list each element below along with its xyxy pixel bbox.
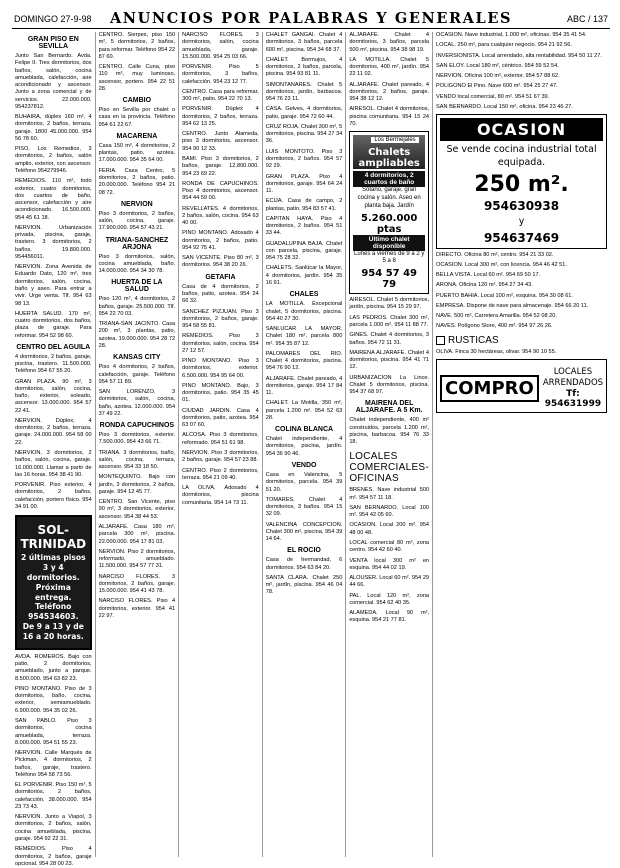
classified-ad: CENTRO. Sierpes, piso 150 m², 5 dormitorios, 2 baños, para reformar. Teléfono 954 22 87 60. — [98, 32, 176, 60]
classified-ad: POLIGONO El Pino. Nave 600 m². 954 25 27 47. — [436, 83, 558, 90]
classified-ad: REVELLATES. 4 dormitorios, 2 baños, salón, cocina. 954 63 40 00. — [182, 205, 259, 227]
chalets-price: 5.260.000 ptas — [361, 212, 418, 235]
classified-ad: OLIVA. Finca 30 hectáreas, olivar. 954 90 10 55. — [436, 348, 557, 355]
classified-ad: EMPRESA. Dispone de nave para almacenaje. 954 66 20 11. — [436, 302, 589, 309]
ocasion-phone-2: 954637469 — [483, 230, 560, 245]
page-number: ABC / 137 — [566, 14, 608, 24]
classified-ad: SAN ELOY. Local 180 m², céntrico. 954 59 52 54. — [436, 62, 559, 69]
masthead — [12, 8, 610, 29]
classified-ad: AVDA. ROMEROS. Bajo con patio, 2 dormitorios, amueblado, junto a parque. 8.500.000. 954 63 82 23. — [15, 653, 92, 682]
classified-ad: LA MOTILLA. Excepcional chalet, 5 dormitorios, piscina. 954 40 27 30. — [265, 301, 343, 322]
ad-heading: EL ROCIO — [287, 547, 321, 555]
sol-trinidad-line: De 9 a 13 y de — [22, 622, 84, 632]
section-heading: LOCALES COMERCIALES-OFICINAS — [349, 451, 430, 485]
classified-ad: RONDA DE CAPUCHINOS. Piso 4 dormitorios, ascensor. 954 44 59 00. — [182, 180, 259, 202]
classified-ad: GINES. Chalet 4 dormitorios, 3 baños. 954 72 11 31. — [349, 332, 430, 346]
classified-ad: MAIRENA ALJARAFE. Chalet 4 dormitorios, piscina. 954 41 71 12. — [349, 349, 430, 371]
classified-ad: Casa de 4 dormitorios, 2 baños, patio, azotea. 954 24 66 32. — [182, 283, 259, 305]
ad-heading: MACARENA — [116, 132, 158, 140]
classified-ad: PORVENIR. Dúplex 4 dormitorios, 2 baños, terraza. 954 62 13 25. — [182, 106, 259, 127]
sol-trinidad-line: 16 a 20 horas. — [22, 632, 84, 642]
ad-heading: CHALES — [289, 291, 319, 299]
classified-ad: NAVES. Polígono Store, 400 m². 954 97 26 26. — [436, 323, 553, 330]
classified-ad: PORVENIR. Piso exterior, 4 dormitorios, 2 baños, calefacción, portero físico. 954 34 91 00. — [15, 482, 92, 510]
classified-ad: LUIS MONTOTO. Piso 3 dormitorios, 2 baños. 954 57 92 29. — [265, 148, 343, 170]
classified-ad: CHALETS. Sanlúcar la Mayor, 4 dormitorios, jardín. 954 35 16 91. — [265, 265, 343, 286]
classified-ad: OCASION. Local 300 m², con licencia. 954 46 42 51. — [436, 261, 567, 268]
classified-ad: SAN LORENZO. 3 dormitorios, salón, cocina, baño, azotea. 12.000.000. 954 37 49 22. — [98, 389, 176, 417]
ad-heading: KANSAS CITY — [113, 354, 161, 362]
classified-ad: PINO MONTANO. Bajo, 3 dormitorios, patio. 954 35 45 01. — [182, 382, 259, 404]
compro-layout — [440, 367, 603, 409]
column-6 — [433, 32, 610, 857]
classified-ad: NERVION, 3 dormitorios, 2 baños, salón, cocina, garaje. 16.000.000. Llamar a partir de las 16 horas. 954 38 41 90. — [15, 450, 92, 478]
classified-ad: CHALET. La Motilla, 350 m², parcela 1.200 m². 954 52 63 28. — [265, 400, 343, 421]
column-1 — [12, 32, 96, 867]
ad-heading: TRIANA-SANCHEZ ARJONA — [105, 236, 169, 251]
classified-ad: TOMARES. Chalet 4 dormitorios, 3 baños. 954 15 32 09. — [265, 496, 343, 518]
classified-ad: PUERTO BAHIA. Local 100 m², esquina. 954 30 08 61. — [436, 292, 573, 299]
classified-ad: ALJARAFE. Chalet pareado, 4 dormitorios, garaje. 954 17 84 11. — [265, 375, 343, 397]
classified-ad: REMEDIOS. Piso 3 dormitorios, salón, cocina. 954 27 12 57. — [182, 333, 259, 354]
compro-phone: Tf: 954631999 — [544, 389, 602, 410]
classified-ad: VALENCINA CONCEPCION. Chalet 300 m², piscina. 954 39 14 64. — [265, 521, 343, 543]
chalets-tag: Los Bermejales — [371, 137, 418, 143]
ocasion-title: OCASION — [440, 118, 603, 141]
sol-trinidad-line: 2 últimas pisos — [20, 553, 86, 563]
classified-ad: CHALET GANGAI. Chalet 4 dormitorios, 3 baños, parcela 600 m², piscina. 954 34 68 37. — [265, 32, 343, 53]
classified-ad: NARCISO FLORES. Piso 4 dormitorios, exterior. 954 41 22 97. — [98, 598, 176, 619]
column-2 — [96, 32, 180, 857]
sol-trinidad-line: 954534603. — [28, 612, 79, 622]
classified-ad: PORVENIR. Piso 5 dormitorios, 3 baños, calefacción. 954 23 12 77. — [182, 64, 259, 85]
classified-ad: OCASION. Nave industrial, 1.000 m², oficinas. 954 35 41 54. — [436, 32, 587, 38]
classified-ad: URBANIZACION La Lince. Chalet 5 dormitorios, piscina. 954 37 68 97. — [349, 374, 430, 396]
classified-ad: CASA. Gelves, 4 dormitorios, patio, garaje. 954 72 60 44. — [265, 106, 343, 120]
classified-ad: EL PORVENIR. Piso 150 m², 5 dormitorios, 2 baños, calefacción. 38.000.000. 954 23 73 43. — [15, 782, 92, 810]
classified-ad: TRIANA-SAN JACINTO. Casa 200 m², 3 plantas, patio, azotea. 19.000.000. 954 28 72 28. — [98, 321, 176, 349]
classified-ad: PINO MONTANO. Piso 3 dormitorios, exterior. 6.500.000. 954 95 64 00. — [182, 358, 259, 379]
ocasion-display-ad — [436, 114, 607, 248]
classified-ad: Piso 3 dormitorios, exterior. 7.500.000. 954 43 66 71. — [98, 432, 176, 446]
sol-trinidad-line: Próxima entrega. — [35, 582, 72, 602]
classified-ad: TRIANA. 3 dormitorios, baño, salón, cocina, terraza, ascensor. 954 33 18 50. — [98, 449, 176, 471]
classified-ad: VENTA local 300 m² en esquina. 954 44 02 19. — [349, 557, 430, 571]
classified-ad: SIMONTANARES. Chalet 5 dormitorios, jardín, barbacoa. 954 76 23 11. — [265, 81, 343, 103]
classified-ad: NERVION. Oficina 100 m², exterior. 954 57 88 62. — [436, 73, 560, 80]
ad-heading: CAMBIO — [122, 97, 152, 105]
classified-ad: PINO MONTANO. Piso de 3 dormitorios, baño, cocina, exterior, semiamueblado. 6.900.000. 954 35 02 26. — [15, 685, 92, 714]
classified-ad: SANCHEZ PIZJUAN. Piso 3 dormitorios, 2 baños, garaje. 954 58 55 81. — [182, 308, 259, 330]
classified-ad: BAMI. Piso 3 dormitorios, 2 baños, garaje. 12.800.000. 954 23 69 22. — [182, 155, 259, 177]
classified-ad: Piso 3 dormitorios, 2 baños, salón, cocina, garaje. 17.900.000. 954 57 43 21. — [98, 210, 176, 232]
classified-ad: ALAMEDA. Local 90 m², esquina. 954 21 77 81. — [349, 610, 430, 624]
classified-ad: Junto San Bernardo. Avda. Felipe II. Tres dormitorios, dos baños, salón, cocina amueblada, calefacción, aire acondicionado y ascensor. Junto a zona comercial y de servicios. 22.000.000. 954237812. — [15, 53, 92, 110]
classified-ad: NERVION. Piso 3 dormitorios, 2 baños, garaje. 954 57 23 88. — [182, 450, 259, 464]
classified-ad: LA MOTILLA. Chalet 5 dormitorios, 400 m², jardín. 954 22 11 02. — [349, 56, 430, 78]
classified-ad: 4 dormitorios, 2 baños, garaje, piscina, trastero. 11.500.000. Teléfono 954 67 55 20. — [15, 353, 92, 375]
classified-ad: PAL. Local 120 m², zona comercial. 954 62 40 35. — [349, 592, 430, 606]
classified-ad: Piso 120 m², 4 dormitorios, 2 baños, garaje. 25.500.000. Tlf. 954 22 70 03. — [98, 296, 176, 317]
classified-ad: SANLUCAR LA MAYOR. Chalet 180 m², parcela 800 m². 954 35 87 12. — [265, 326, 343, 347]
classified-ad: CIUDAD JARDIN. Casa 4 dormitorios, patio, azotea. 954 63 07 60. — [182, 407, 259, 429]
ocasion-phone-1: 954630938 — [483, 198, 560, 213]
page-date: DOMINGO 27-9-98 — [14, 14, 92, 24]
chalets-hours: Lunes a viernes de 9 a 2 y 5 a 8 — [353, 250, 425, 265]
classified-ad: FERIA. Casa Centro, 5 dormitorios, 2 baños, patio. 20.000.000. Teléfono 954 21 08 72. — [98, 167, 176, 196]
ad-heading: NERVION — [120, 200, 153, 208]
compro-details — [543, 367, 603, 409]
ad-heading: GRAN PISO EN SEVILLA — [27, 36, 79, 50]
classified-ad: OCASION. Local 200 m². 954 48 00 48. — [349, 522, 430, 536]
classified-ad: BELLA VISTA. Local 60 m². 954 69 50 17. — [436, 272, 541, 279]
classified-columns — [12, 32, 610, 867]
ad-heading: CENTRO DEL AGUILA — [16, 343, 91, 351]
classified-ad: ALJARAFE. Chalet 4 dormitorios, 3 baños, parcela 500 m², piscina. 954 38 98 19. — [349, 32, 430, 53]
classified-ad: CENTRO. Calle Cuna, piso 110 m², muy luminoso, ascensor, portero. 954 22 51 28. — [98, 64, 176, 92]
classified-ad: NAVE. 500 m², Carretera Amarilla. 954 52 08 20. — [436, 313, 557, 320]
classified-ad: CENTRO. Piso 2 dormitorios, terraza. 954 21 09 40. — [182, 467, 259, 481]
classified-ad: SAN BERNARDO. Local 100 m². 954 42 05 60. — [349, 504, 430, 519]
classified-ad: CAPITAN HAYA. Piso 4 dormitorios, 2 baños. 954 51 33 44. — [265, 215, 343, 237]
classified-ad: ALOUSER. Local 60 m². 954 29 44 66. — [349, 575, 430, 589]
column-4 — [263, 32, 347, 857]
column-3 — [179, 32, 263, 857]
classified-ad: GUADALUPINA BAJA. Chalet con parcela, piscina, garaje. 954 75 28 32. — [265, 240, 343, 262]
classified-ad: PINO MONTANO. Adosado 4 dormitorios, 2 baños, patio. 954 92 75 41. — [182, 230, 259, 251]
classified-ad: SANTA CLARA. Chalet 250 m², jardín, piscina. 954 46 04 78. — [265, 574, 343, 596]
ad-heading: HUERTA DE LA SALUD — [111, 279, 163, 294]
classified-ad: BUHAIRA, dúplex 160 m², 4 dormitorios, 2 baños, terraza, garaje. 1800 45.000.000. 954 56 78 60. — [15, 114, 92, 142]
classified-ad: CENTRO. Junto Alameda, piso 3 dormitorios, ascensor. 954 90 12 33. — [182, 131, 259, 152]
ocasion-size: 250 m². — [474, 171, 569, 197]
classified-ad: VENDO local comercial, 80 m². 954 51 67 39. — [436, 93, 550, 100]
chalets-band: Último chalet disponible — [353, 235, 425, 251]
classified-ad: NERVION. Calle Marqués de Pickman, 4 dormitorios, 2 baños, garaje, trastero. Teléfono 954 58 73 56. — [15, 750, 92, 778]
ocasion-text: Se vende cocina industrial total equipada. — [446, 144, 597, 168]
checkbox-square-icon — [436, 336, 445, 345]
classified-ad: ECIJA. Casa de campo, 2 plantas, patio. 954 83 57 41. — [265, 198, 343, 212]
classified-ad: GRAN PLAZA. Piso 4 dormitorios, garaje. 954 64 24 11. — [265, 173, 343, 195]
classified-ad: SAN PABLO. Piso 3 dormitorios, cocina amueblada, terraza. 8.000.000. 954 51 55 23. — [15, 718, 92, 746]
classified-ad: Piso 4 dormitorios, 2 baños, calefacción, garaje. Teléfono 954 57 11 89. — [98, 364, 176, 385]
chalets-photo — [353, 135, 425, 169]
classified-ad: PISO. Los Remedios, 3 dormitorios, 2 baños, salón amplio, exterior, con ascensor. Teléfono 954279946. — [15, 146, 92, 174]
classified-ad: Chalet independiente, 4 dormitorios, piscina, jardín. 954 36 90 46. — [265, 436, 343, 457]
classified-ad: Casa de hermandad, 6 dormitorios. 954 63 84 20. — [265, 557, 343, 571]
classified-ad: CENTRO. Casa para reformar, 300 m², patio. 954 22 70 13. — [182, 88, 259, 103]
classified-ad: CENTRO. San Vicente, piso 90 m², 3 dormitorios, exterior, ascensor. 954 38 44 53. — [98, 499, 176, 520]
classified-ad: NARCISO FLORES. 3 dormitorios, salón, cocina amueblada, garaje. 15.500.000. 954 25 03 66. — [182, 32, 259, 60]
classified-ad: ALJARAFE. Casa 180 m², parcela 300 m², piscina. 22.000.000. 954 17 81 03. — [98, 524, 176, 545]
classified-ad: Casa 150 m², 4 dormitorios, 2 plantas, patio, azotea. 17.000.000. 954 35 64 00. — [98, 142, 176, 164]
classified-ad: LOCAL comercial 80 m², zona centro. 954 42 60 40. — [349, 540, 430, 554]
compro-display-ad — [436, 359, 607, 413]
classified-ad: BRENES. Nave industrial 500 m². 954 57 11 18. — [349, 487, 430, 501]
ad-heading: COLINA BLANCA — [274, 426, 334, 434]
ad-heading: GETAFIA — [205, 273, 236, 281]
classified-ad: Piso en Sevilla por chalet o casa en la provincia. Teléfono 954 61 22 67. — [98, 107, 176, 128]
classified-ad: REMEDIOS. Piso 4 dormitorios, 2 baños, garaje opcional. 954 28 00 23. — [15, 846, 92, 867]
chalets-description: Sótano, garaje, gran cocina y salón. Aseo en planta baja. Jardín — [357, 187, 421, 209]
classified-ad: NERVION. Urbanización privada, piscina, garaje, trastero. 3 dormitorios, 2 baños. 19.800.000. 954456011. — [15, 224, 92, 260]
classified-ad: GRAN PLAZA. 90 m², 3 dormitorios, salón, cocina, baño, exterior, soleado, ascensor. 13.000.000. 954 57 22 41. — [15, 378, 92, 414]
classified-ad: ALJARAFE. Chalet pareado, 4 dormitorios, 2 baños, garaje. 954 38 12 12. — [349, 81, 430, 103]
chalets-title: Chalets ampliables — [358, 147, 420, 170]
classified-ad: HUERTA SALUD. 170 m², cuatro dormitorios, dos baños, plaza de garaje. Para reformar. 954 52 98 60. — [15, 310, 92, 339]
rusticas-section — [436, 335, 607, 346]
classified-ad: NERVION. Junto a Viapol, 3 dormitorios, 2 baños, salón, cocina amueblada, piscina, garaje. 954 92 22 31. — [15, 814, 92, 842]
classified-ad: Chalet independiente, 400 m² construidos, parcela 1.200 m², piscina, barbacoa. 954 76 33 18. — [349, 417, 430, 446]
chalets-phone: 954 57 49 79 — [361, 268, 418, 291]
ocasion-conjunction: y — [518, 215, 525, 227]
compro-text: LOCALES ARRENDADOS — [542, 366, 604, 388]
chalets-band: 4 dormitorios, 2 cuartos de baño — [353, 171, 425, 187]
classified-ad: LOCAL. 250 m², para cualquier negocio. 954 21 92 56. — [436, 42, 572, 49]
compro-title: COMPRO — [440, 375, 539, 402]
sol-trinidad-ad — [15, 515, 92, 650]
classified-ad: LA OLIVA. Adosado 4 dormitorios, piscina comunitaria. 954 14 73 11. — [182, 485, 259, 506]
classified-ad: PALOMARES DEL RIO. Chalet 4 dormitorios, piscina. 954 76 90 12. — [265, 350, 343, 372]
column-5 — [346, 32, 433, 857]
classified-ad: ALCOSA. Piso 3 dormitorios, reformado. 954 51 61 98. — [182, 432, 259, 446]
rusticas-heading: RUSTICAS — [448, 334, 499, 346]
classified-ad: MONTEQUINTO. Bajo con jardín, 3 dormitorios, 2 baños, garaje. 954 12 45 77. — [98, 474, 176, 495]
classified-ad: Casa en Valencina, 5 dormitorios, parcela. 954 39 51 20. — [265, 472, 343, 493]
classified-ad: DIRECTO. Oficina 80 m², centro. 954 21 33 02. — [436, 251, 554, 258]
chalets-display-ad — [349, 131, 429, 294]
classified-ad: AIRESOL. Chalet 5 dormitorios, jardín, piscina. 954 15 29 97. — [349, 297, 430, 311]
classified-ad: SAN VICENTE. Piso 80 m², 3 dormitorios. 954 38 20 26. — [182, 255, 259, 269]
classified-ad: INVERSIONISTA. Local arrendado, alta rentabilidad. 954 50 11 27. — [436, 52, 602, 59]
section-title: ANUNCIOS POR PALABRAS Y GENERALES — [109, 10, 513, 27]
classified-ad: Piso 3 dormitorios, salón, cocina amueblada, baño. 14.000.000. 954 34 30 78. — [98, 253, 176, 275]
classified-ad: CHALET. Bormujos, 4 dormitorios, 2 baños, parcela, piscina. 954 93 81 11. — [265, 56, 343, 78]
sol-trinidad-title: SOL-TRINIDAD — [20, 523, 87, 552]
classified-ad: REMEDIOS. 110 m², todo exterior, cuatro dormitorios, dos cuartos de baño, ascensor, calefacción y aire acondicionado. 16.500.000. 954 45 61 18. — [15, 178, 92, 221]
classified-ad: SAN BERNARDO. Local 150 m², oficina. 954 23 46 27. — [436, 103, 573, 110]
ad-heading: VENDO — [291, 462, 317, 470]
classified-ad: CRUZ ROJA. Chalet 300 m², 5 dormitorios, piscina. 954 27 34 36. — [265, 123, 343, 145]
classified-ad: NERVION. Dúplex, 4 dormitorios, 2 baños, terraza, garaje. 24.000.000. 954 58 00 22. — [15, 417, 92, 446]
sol-trinidad-line: Teléfono — [35, 602, 72, 612]
classified-ad: AIRESOL. Chalet 4 dormitorios, piscina comunitaria. 954 15 24 70. — [349, 106, 430, 127]
ad-heading: MAIRENA DEL ALJARAFE. A 5 Km. — [355, 400, 423, 415]
classified-ad: ARONA. Oficina 120 m². 954 27 34 43. — [436, 282, 533, 289]
classified-ad: LAS PEDROS. Chalet 300 m², parcela 1.000 m². 954 11 88 77. — [349, 314, 430, 328]
classified-ad: NERVION. Zona Avenida de Eduardo Dato, 120 m², tres dormitorios, salón, cocina, baño y aseo. Para entrar a vivir. Urge venta. Tlf. 954 63 98 13. — [15, 264, 92, 307]
classified-ad: NARCISO FLORES. 3 dormitorios, 2 baños, garaje. 15.000.000. 954 41 43 78. — [98, 573, 176, 595]
sol-trinidad-line: 3 y 4 dormitorios. — [26, 563, 80, 582]
ad-heading: RONDA CAPUCHINOS — [99, 422, 175, 430]
classified-ad: NERVION. Piso 2 dormitorios, reformado, amueblado. 11.500.000. 954 57 77 31. — [98, 548, 176, 570]
